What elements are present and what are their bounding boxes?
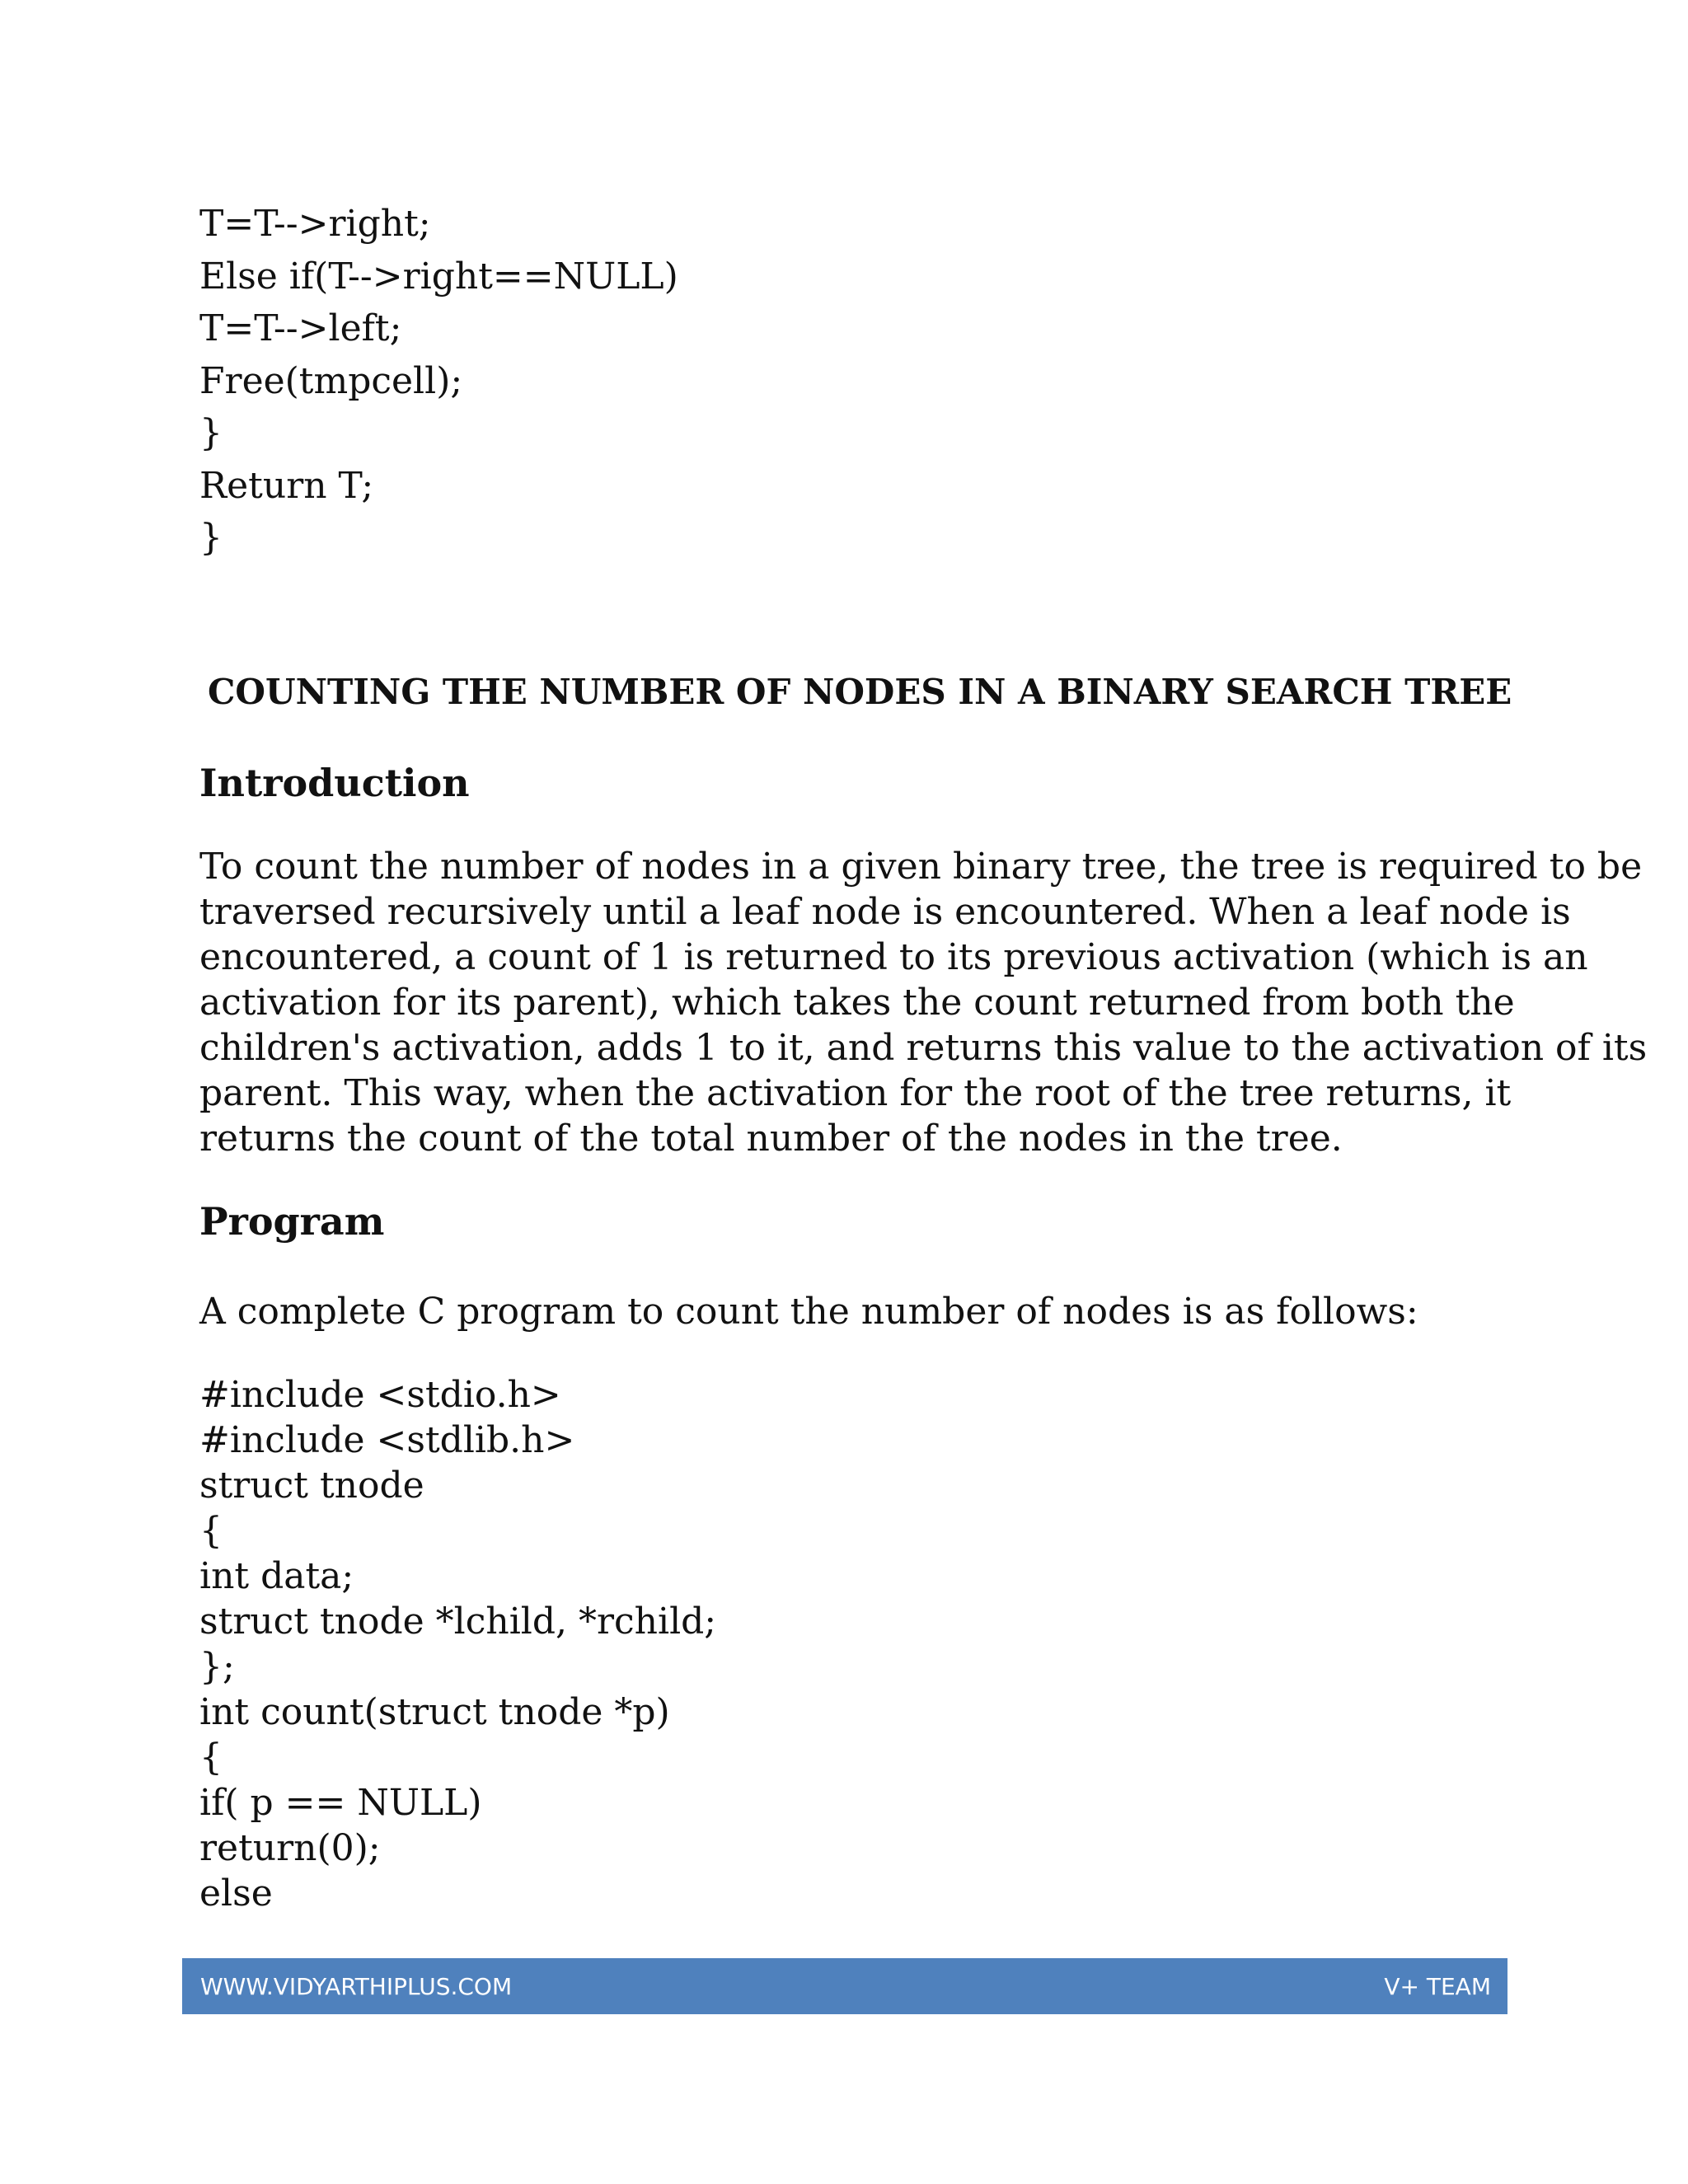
paragraph-line: activation for its parent), which takes the count returned from both the: [199, 982, 1515, 1024]
paragraph-line: children's activation, adds 1 to it, and returns this value to the activation of its: [199, 1027, 1648, 1069]
paragraph-line: traversed recursively until a leaf node is encountered. When a leaf node is: [199, 891, 1571, 933]
footer-website-link[interactable]: WWW.VIDYARTHIPLUS.COM: [200, 1972, 513, 2000]
program-heading: Program: [199, 1199, 385, 1244]
code-line: Else if(T-->right==NULL): [199, 255, 678, 298]
code-line: struct tnode *lchild, *rchild;: [199, 1601, 717, 1643]
code-line: }: [199, 517, 223, 559]
code-line: int count(struct tnode *p): [199, 1691, 670, 1733]
code-line: Free(tmpcell);: [199, 359, 463, 402]
introduction-heading: Introduction: [199, 761, 470, 805]
introduction-paragraph: [199, 844, 1648, 1161]
code-line: struct tnode: [199, 1465, 424, 1507]
paragraph-line: returns the count of the total number of the nodes in the tree.: [199, 1118, 1343, 1160]
paragraph-line: encountered, a count of 1 is returned to its previous activation (which is an: [199, 936, 1588, 978]
code-line: #include <stdio.h>: [199, 1374, 561, 1416]
page-footer: [182, 1958, 1507, 2014]
code-line: }: [199, 412, 223, 454]
code-block-top: [199, 198, 678, 565]
program-intro-text: A complete C program to count the number of nodes is as follows:: [199, 1291, 1418, 1333]
footer-team-label: V+ TEAM: [1384, 1972, 1491, 2000]
code-line: T=T-->right;: [199, 203, 431, 245]
code-block-program: [199, 1372, 716, 1916]
code-line: {: [199, 1510, 223, 1552]
code-line: if( p == NULL): [199, 1782, 482, 1824]
code-line: {: [199, 1736, 223, 1779]
code-line: Return T;: [199, 464, 374, 507]
code-line: int data;: [199, 1555, 354, 1597]
code-line: #include <stdlib.h>: [199, 1419, 575, 1461]
code-line: return(0);: [199, 1827, 381, 1869]
code-line: else: [199, 1872, 273, 1915]
code-line: T=T-->left;: [199, 307, 402, 349]
code-line: };: [199, 1646, 235, 1688]
paragraph-line: parent. This way, when the activation for the root of the tree returns, it: [199, 1072, 1512, 1114]
section-title: COUNTING THE NUMBER OF NODES IN A BINARY SEARCH TREE: [208, 672, 1512, 712]
paragraph-line: To count the number of nodes in a given binary tree, the tree is required to be: [199, 846, 1643, 888]
